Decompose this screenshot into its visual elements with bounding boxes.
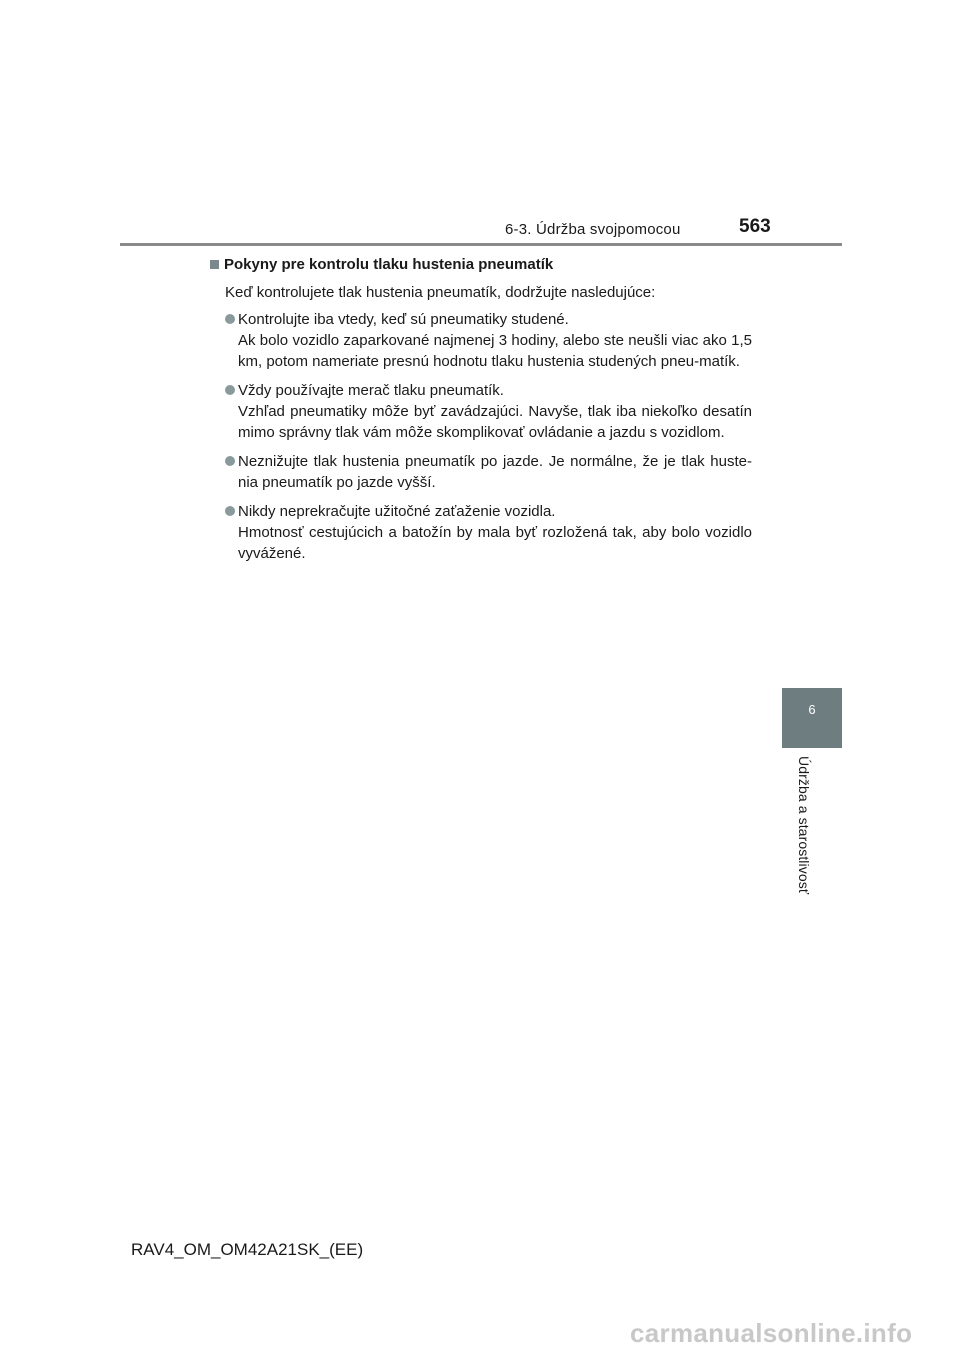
circle-bullet-icon <box>225 385 235 395</box>
chapter-tab-number: 6 <box>808 702 816 717</box>
circle-bullet-icon <box>225 456 235 466</box>
list-item <box>225 501 752 564</box>
page-number: 563 <box>739 216 771 237</box>
circle-bullet-icon <box>225 314 235 324</box>
square-bullet-icon <box>210 260 219 269</box>
bullet-title: Nikdy neprekračujte užitočné zaťaženie vozidla. <box>238 503 556 520</box>
chapter-title: 6-3. Údržba svojpomocou <box>505 221 681 238</box>
bullet-text: Ak bolo vozidlo zaparkované najmenej 3 hodiny, alebo ste neušli viac ako 1,5 km, potom nameriate presnú hodnotu tlaku hustenia studených pneu-matík. <box>238 332 752 370</box>
list-item <box>225 309 752 372</box>
header-divider <box>120 243 842 246</box>
circle-bullet-icon <box>225 506 235 516</box>
section-heading-text: Pokyny pre kontrolu tlaku hustenia pneumatík <box>224 256 554 273</box>
main-content <box>210 254 752 572</box>
document-code: RAV4_OM_OM42A21SK_(EE) <box>131 1240 364 1259</box>
bullet-title: Kontrolujte iba vtedy, keď sú pneumatiky studené. <box>238 311 569 328</box>
list-item <box>225 380 752 443</box>
bullet-title: Neznižujte tlak hustenia pneumatík po jazde. Je normálne, že je tlak huste-nia pneumatík po jazde vyšší. <box>238 453 752 491</box>
bullet-text: Vzhľad pneumatiky môže byť zavádzajúci. Navyše, tlak iba niekoľko desatín mimo správny tlak vám môže skomplikovať ovládanie a jazdu s vozidlom. <box>238 403 752 441</box>
chapter-tab[interactable] <box>782 688 842 748</box>
bullet-list <box>225 309 752 564</box>
section-heading <box>210 254 752 275</box>
bullet-title: Vždy používajte merač tlaku pneumatík. <box>238 382 504 399</box>
chapter-tab-label: Údržba a starostlivosť <box>796 756 812 895</box>
watermark-logo: carmanualsonline.info <box>630 1318 913 1348</box>
bullet-text: Hmotnosť cestujúcich a batožín by mala byť rozložená tak, aby bolo vozidlo vyvážené. <box>238 524 752 562</box>
section-intro: Keď kontrolujete tlak hustenia pneumatík, dodržujte nasledujúce: <box>225 284 656 301</box>
list-item <box>225 451 752 493</box>
